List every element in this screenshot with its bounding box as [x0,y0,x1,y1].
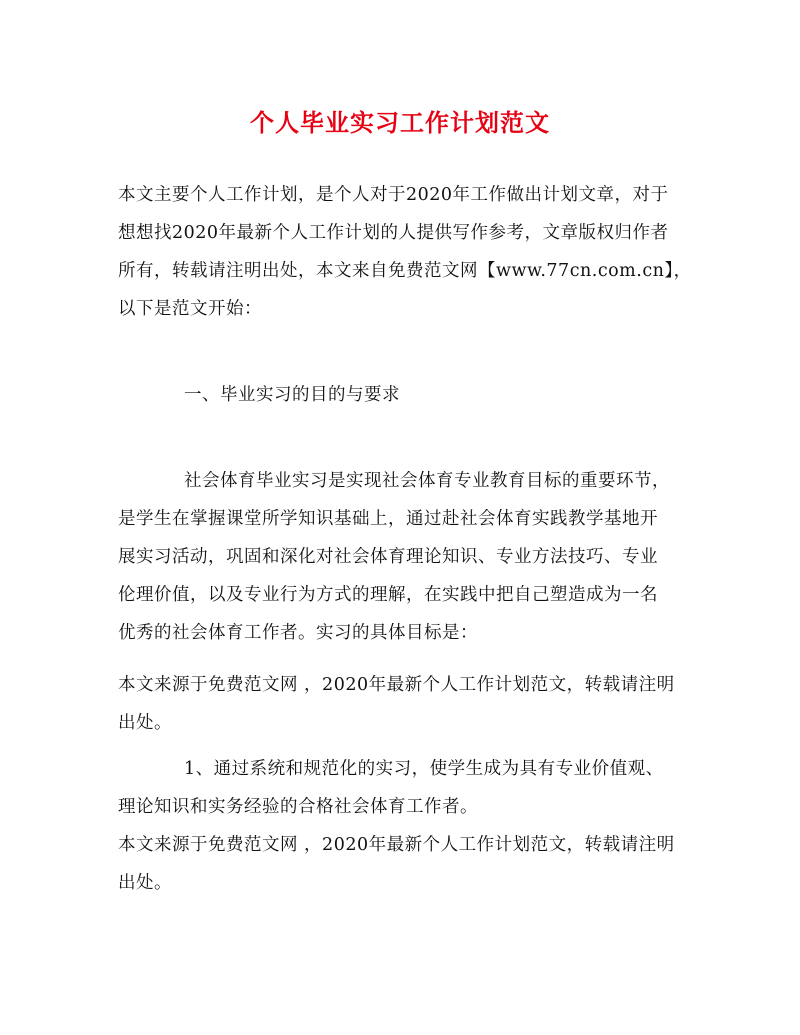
source-note-line: 出处。 [118,713,172,733]
section-heading: 一、毕业实习的目的与要求 [184,385,400,405]
list-item-line: 理论知识和实务经验的合格社会体育工作者。 [118,797,478,817]
intro-line: 以下是范文开始： [118,299,262,319]
source-note [118,666,688,742]
intro-line: 所有，转载请注明出处，本文来自免费范文网【www.77cn.com.cn】， [118,261,692,281]
source-note-line: 出处。 [118,873,172,893]
source-note-line: 本文来源于免费范文网 ，2020年最新个人工作计划范文，转载请注明 [118,835,675,855]
body-line: 是学生在掌握课堂所学知识基础上，通过赴社会体育实践教学基地开 [118,509,658,529]
body-line: 伦理价值，以及专业行为方式的理解，在实践中把自己塑造成为一名 [118,585,658,605]
source-note-line: 本文来源于免费范文网 ，2020年最新个人工作计划范文，转载请注明 [118,675,675,695]
body-paragraph [118,462,688,652]
body-line: 展实习活动，巩固和深化对社会体育理论知识、专业方法技巧、专业 [118,547,658,567]
source-note [118,826,688,902]
intro-paragraph [118,176,692,328]
intro-line: 想想找2020年最新个人工作计划的人提供写作参考，文章版权归作者 [118,223,669,243]
list-item-line: 1、通过系统和规范化的实习，使学生成为具有专业价值观、 [184,759,664,779]
intro-line: 本文主要个人工作计划，是个人对于2020年工作做出计划文章，对于 [118,185,669,205]
body-line: 优秀的社会体育工作者。实习的具体目标是： [118,623,478,643]
list-item [118,750,688,826]
body-line: 社会体育毕业实习是实现社会体育专业教育目标的重要环节， [184,471,670,491]
document-title: 个人毕业实习工作计划范文 [250,108,550,137]
